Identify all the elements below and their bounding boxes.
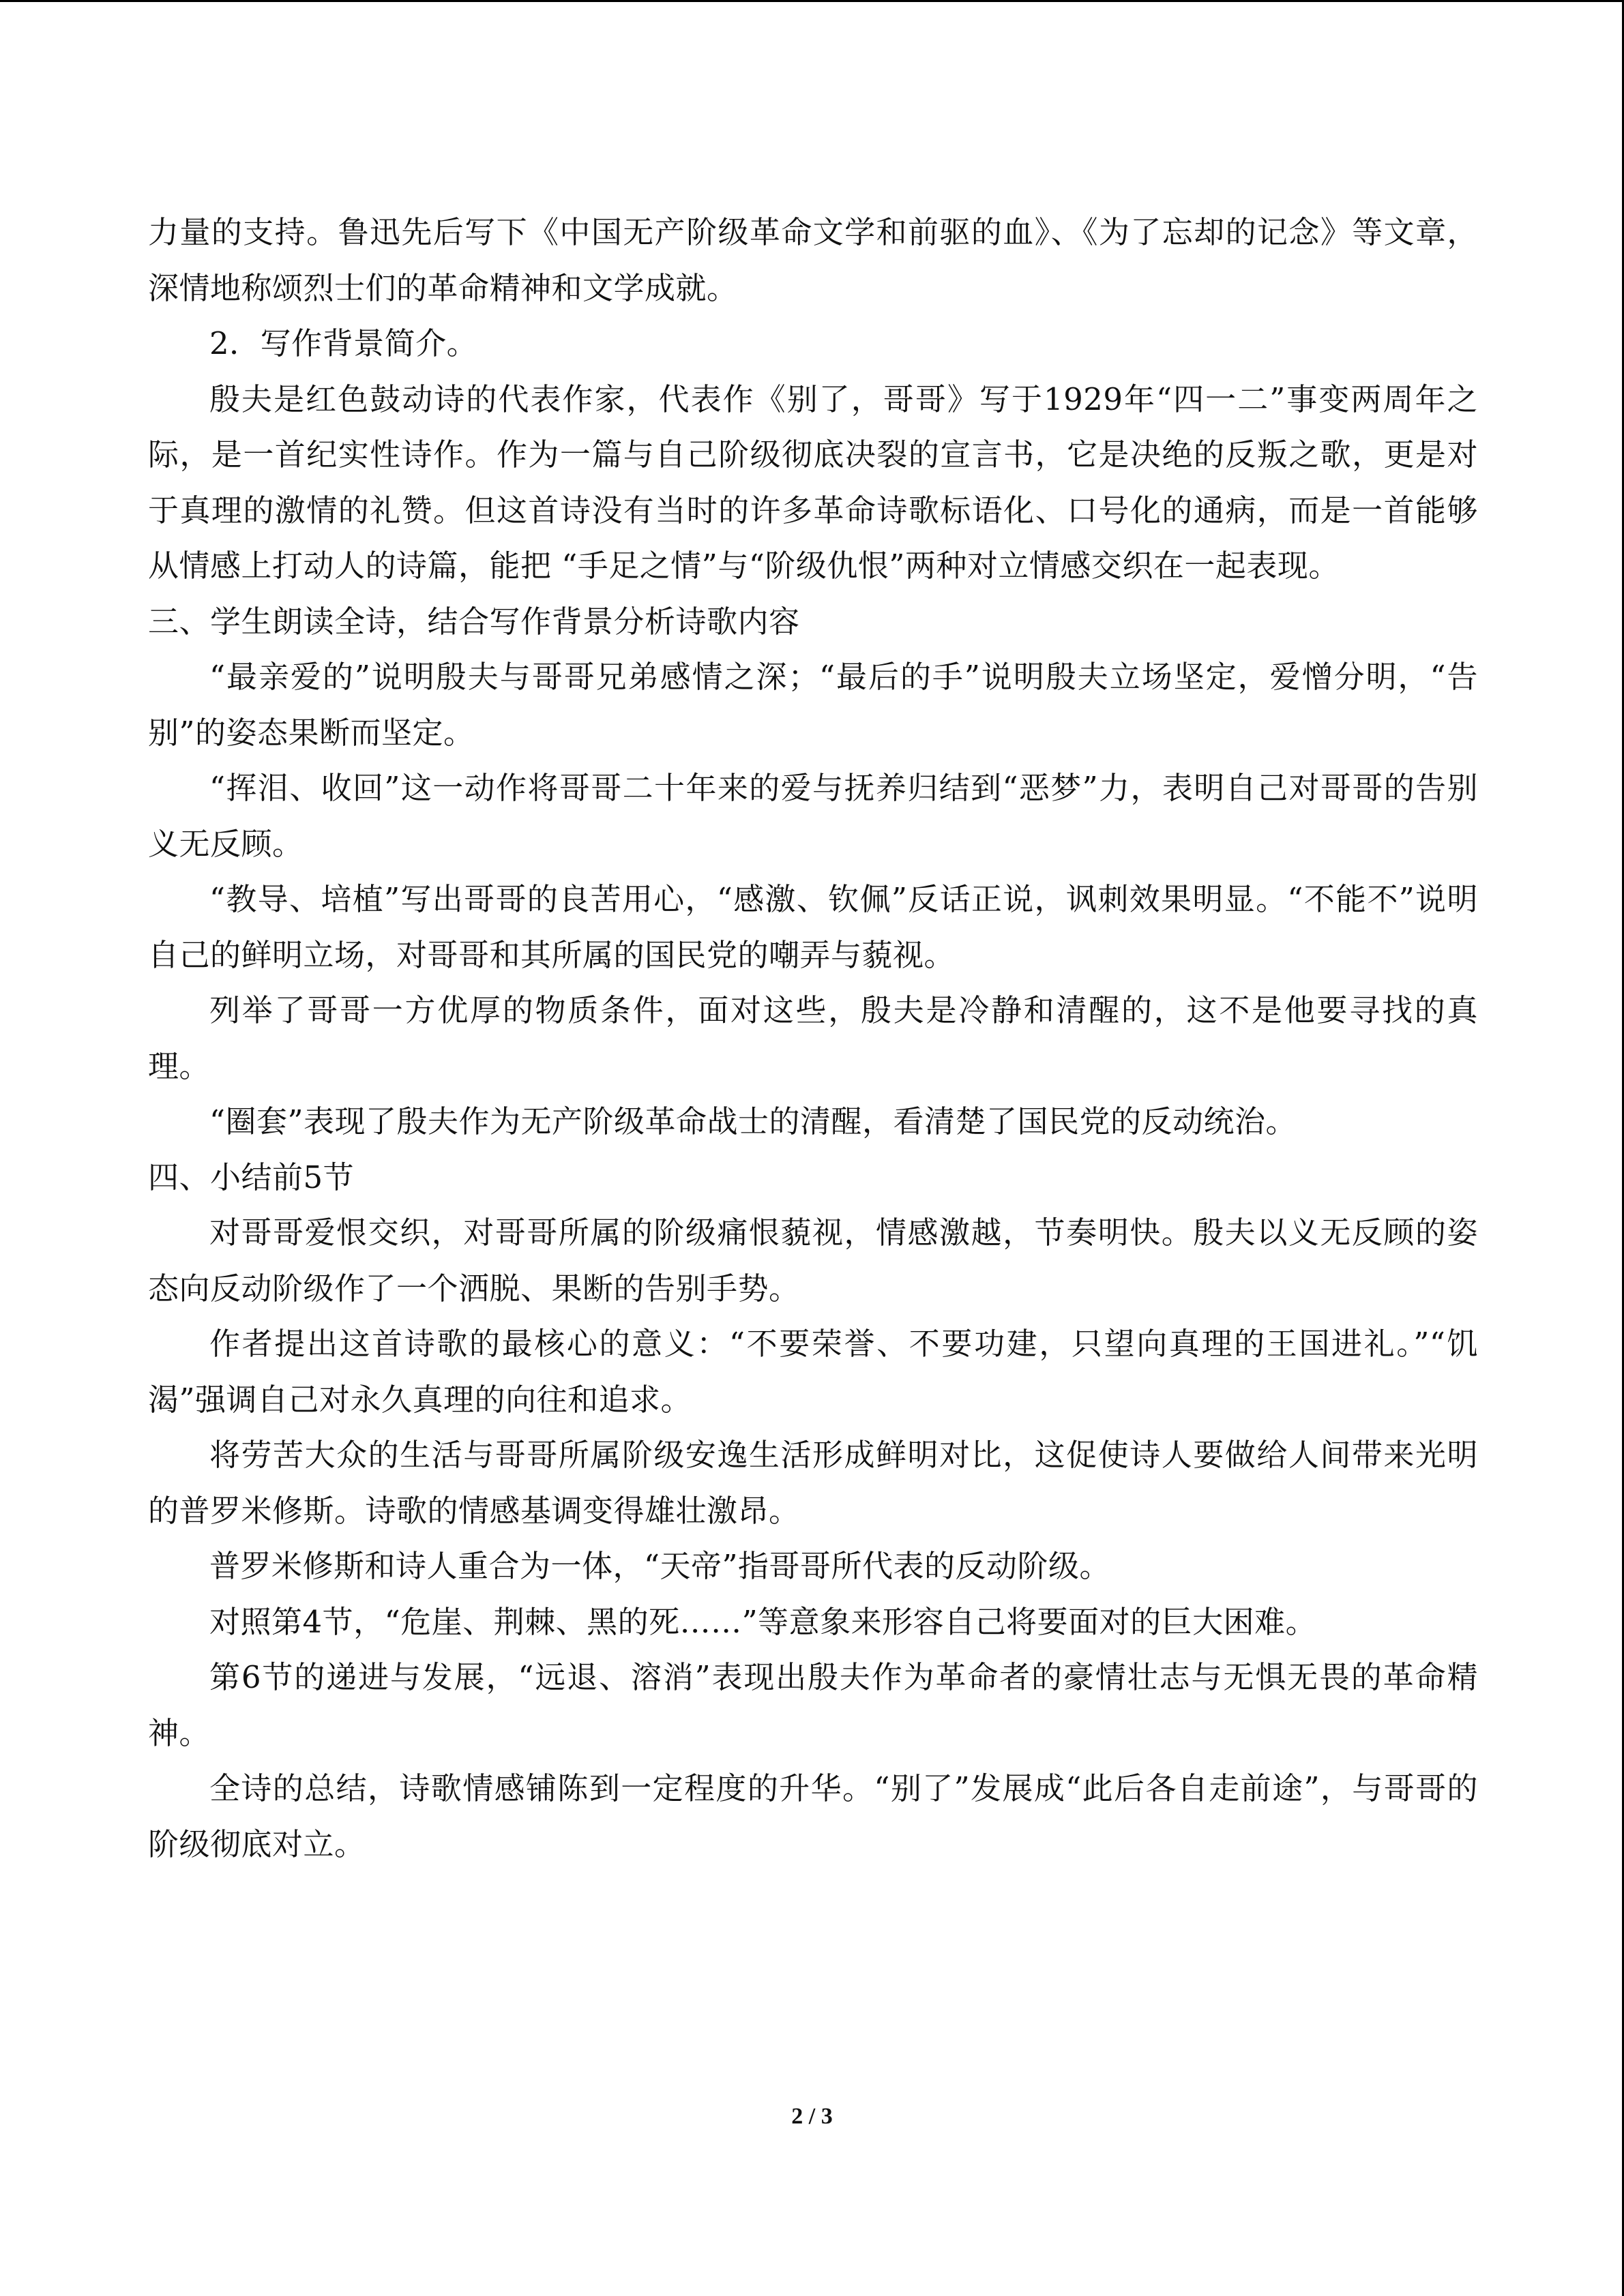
- paragraph-analysis-3: “教导、培植”写出哥哥的良苦用心，“感激、钦佩”反话正说，讽刺效果明显。“不能不”说明自己的鲜明立场，对哥哥和其所属的国民党的嘲弄与藐视。: [148, 881, 1478, 973]
- paragraph-summary-7: 全诗的总结，诗歌情感铺陈到一定程度的升华。“别了”发展成“此后各自走前途”，与哥哥的阶级彻底对立。: [148, 1770, 1478, 1862]
- paragraph-analysis-1: “最亲爱的”说明殷夫与哥哥兄弟感情之深；“最后的手”说明殷夫立场坚定，爱憎分明，“告别”的姿态果断而坚定。: [148, 659, 1478, 751]
- section-heading-3: 三、学生朗读全诗，结合写作背景分析诗歌内容: [148, 603, 800, 640]
- paragraph-analysis-4: 列举了哥哥一方优厚的物质条件，面对这些，殷夫是冷静和清醒的，这不是他要寻找的真理。: [148, 992, 1478, 1084]
- paragraph-background-intro: 殷夫是红色鼓动诗的代表作家，代表作《别了，哥哥》写于1929年“四一二”事变两周年之际，是一首纪实性诗作。作为一篇与自己阶级彻底决裂的宣言书，它是决绝的反叛之歌，更是对于真理的激情的礼赞。但这首诗没有当时的许多革命诗歌标语化、口号化的通病，而是一首能够从情感上打动人的诗篇，能把 “手足之情”与“阶级仇恨”两种对立情感交织在一起表现。: [148, 381, 1478, 584]
- section-heading-4: 四、小结前5节: [148, 1159, 355, 1195]
- page-number: 2 / 3: [791, 2104, 833, 2129]
- paragraph-analysis-2: “挥泪、收回”这一动作将哥哥二十年来的爱与抚养归结到“恶梦”力，表明自己对哥哥的告别义无反顾。: [148, 770, 1478, 862]
- paragraph-analysis-5: “圈套”表现了殷夫作为无产阶级革命战士的清醒，看清楚了国民党的反动统治。: [209, 1103, 1297, 1139]
- paragraph-summary-2: 作者提出这首诗歌的最核心的意义：“不要荣誉、不要功建，只望向真理的王国进礼。”“饥渴”强调自己对永久真理的向往和追求。: [148, 1326, 1478, 1418]
- paragraph-summary-5: 对照第4节，“危崖、荆棘、黑的死……”等意象来形容自己将要面对的巨大困难。: [209, 1603, 1317, 1640]
- document-body: [148, 205, 1478, 1872]
- paragraph-summary-6: 第6节的递进与发展，“远退、溶消”表现出殷夫作为革命者的豪情壮志与无惧无畏的革命精神。: [148, 1659, 1478, 1751]
- paragraph-summary-3: 将劳苦大众的生活与哥哥所属阶级安逸生活形成鲜明对比，这促使诗人要做给人间带来光明的普罗米修斯。诗歌的情感基调变得雄壮激昂。: [148, 1437, 1478, 1529]
- paragraph-subheading-background: 2．写作背景简介。: [209, 325, 478, 361]
- paragraph-continuation: 力量的支持。鲁迅先后写下《中国无产阶级革命文学和前驱的血》、《为了忘却的记念》等文章，深情地称颂烈士们的革命精神和文学成就。: [148, 214, 1478, 306]
- paragraph-summary-1: 对哥哥爱恨交织，对哥哥所属的阶级痛恨藐视，情感激越，节奏明快。殷夫以义无反顾的姿态向反动阶级作了一个洒脱、果断的告别手势。: [148, 1214, 1478, 1307]
- paragraph-summary-4: 普罗米修斯和诗人重合为一体，“天帝”指哥哥所代表的反动阶级。: [209, 1548, 1111, 1584]
